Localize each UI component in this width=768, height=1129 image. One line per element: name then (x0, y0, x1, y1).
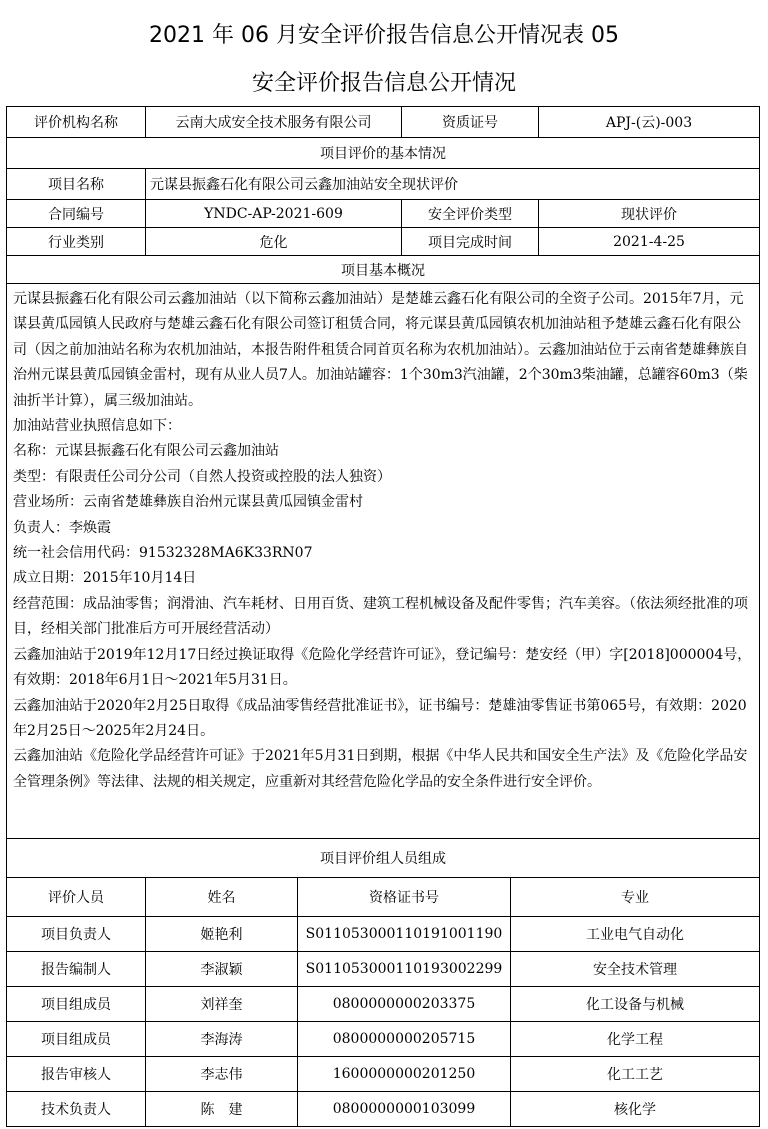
team-header-major: 专业 (511, 878, 760, 917)
member-name: 李淑颖 (146, 952, 298, 987)
member-cert: 0800000000103099 (298, 1092, 511, 1127)
cert-label: 资质证号 (402, 107, 539, 138)
team-header-role: 评价人员 (7, 878, 146, 917)
overview-paragraph: 统一社会信用代码：91532328MA6K33RN07 (13, 545, 313, 562)
project-name-label: 项目名称 (7, 169, 146, 200)
overview-section-header: 项目基本概况 (7, 256, 760, 284)
member-cert: 0800000000203375 (298, 987, 511, 1022)
member-role: 项目负责人 (7, 917, 146, 952)
table-row (7, 1022, 760, 1057)
industry-value: 危化 (146, 228, 402, 256)
team-header-name: 姓名 (146, 878, 298, 917)
finish-time-label: 项目完成时间 (402, 228, 539, 256)
overview-text (7, 284, 760, 839)
member-cert: 1600000000201250 (298, 1057, 511, 1092)
industry-label: 行业类别 (7, 228, 146, 256)
member-role: 技术负责人 (7, 1092, 146, 1127)
member-name: 刘祥奎 (146, 987, 298, 1022)
member-major: 化学工程 (511, 1022, 760, 1057)
project-name-value: 元谋县振鑫石化有限公司云鑫加油站安全现状评价 (146, 169, 760, 200)
member-name: 李海涛 (146, 1022, 298, 1057)
contract-label: 合同编号 (7, 200, 146, 228)
overview-paragraph: 云鑫加油站《危险化学品经营许可证》于2021年5月31日到期，根据《中华人民共和国安全生产法》及《危险化学品安全管理条例》等法律、法规的相关规定，应重新对其经营危险化学品的安全条件进行安全评价。 (13, 748, 748, 790)
team-header-cert: 资格证书号 (298, 878, 511, 917)
member-name: 李志伟 (146, 1057, 298, 1092)
team-section-header: 项目评价组人员组成 (7, 839, 760, 878)
member-name: 姬艳利 (146, 917, 298, 952)
member-role: 报告审核人 (7, 1057, 146, 1092)
table-row (7, 1057, 760, 1092)
member-major: 工业电气自动化 (511, 917, 760, 952)
overview-paragraph: 云鑫加油站于2020年2月25日取得《成品油零售经营批准证书》，证书编号：楚雄油零售证书第065号，有效期：2020年2月25日～2025年2月24日。 (13, 697, 747, 739)
overview-paragraph: 成立日期：2015年10月14日 (13, 570, 197, 587)
overview-paragraph: 元谋县振鑫石化有限公司云鑫加油站（以下简称云鑫加油站）是楚雄云鑫石化有限公司的全资子公司。2015年7月，元谋县黄瓜园镇人民政府与楚雄云鑫石化有限公司签订租赁合同，将元谋县黄瓜园镇农机加油站租予楚雄云鑫石化有限公司（因之前加油站名称为农机加油站，本报告附件租赁合同首页名称为农机加油站）。云鑫加油站位于云南省楚雄彝族自治州元谋县黄瓜园镇金雷村，现有从业人员7人。加油站罐容：1个30m3汽油罐，2个30m3柴油罐，总罐容60m3（柴油折半计算），属三级加油站。 (13, 291, 748, 409)
member-major: 化工工艺 (511, 1057, 760, 1092)
cert-value: APJ-(云)-003 (539, 107, 760, 138)
finish-time-value: 2021-4-25 (539, 228, 760, 256)
overview-paragraph: 加油站营业执照信息如下： (13, 418, 181, 435)
contract-value: YNDC-AP-2021-609 (146, 200, 402, 228)
member-role: 项目组成员 (7, 987, 146, 1022)
table-row (7, 1092, 760, 1127)
member-cert: S011053000110193002299 (298, 952, 511, 987)
member-major: 核化学 (511, 1092, 760, 1127)
table-row (7, 917, 760, 952)
member-major: 化工设备与机械 (511, 987, 760, 1022)
overview-paragraph: 经营范围：成品油零售；润滑油、汽车耗材、日用百货、建筑工程机械设备及配件零售；汽车美容。（依法须经批准的项目，经相关部门批准后方可开展经营活动） (13, 595, 748, 638)
overview-paragraph: 名称：元谋县振鑫石化有限公司云鑫加油站 (13, 443, 279, 460)
document-title: 2021 年 06 月安全评价报告信息公开情况表 05 (149, 23, 619, 48)
overview-paragraph: 营业场所：云南省楚雄彝族自治州元谋县黄瓜园镇金雷村 (13, 494, 363, 511)
member-major: 安全技术管理 (511, 952, 760, 987)
document-subtitle: 安全评价报告信息公开情况 (251, 71, 516, 96)
overview-paragraph: 类型：有限责任公司分公司（自然人投资或控股的法人独资） (13, 468, 391, 485)
org-label: 评价机构名称 (7, 107, 146, 138)
member-role: 报告编制人 (7, 952, 146, 987)
member-name: 陈 建 (146, 1092, 298, 1127)
member-cert: 0800000000205715 (298, 1022, 511, 1057)
overview-paragraph: 云鑫加油站于2019年12月17日经过换证取得《危险化学经营许可证》，登记编号：楚安经（甲）字[2018]000004号，有效期：2018年6月1日～2021年5月31日。 (13, 646, 752, 689)
eval-type-label: 安全评价类型 (402, 200, 539, 228)
member-role: 项目组成员 (7, 1022, 146, 1057)
table-row (7, 952, 760, 987)
org-value: 云南大成安全技术服务有限公司 (146, 107, 402, 138)
overview-paragraph: 负责人：李焕霞 (13, 519, 111, 536)
table-row (7, 987, 760, 1022)
member-cert: S011053000110191001190 (298, 917, 511, 952)
eval-type-value: 现状评价 (539, 200, 760, 228)
info-table (6, 106, 760, 1127)
basic-section-header: 项目评价的基本情况 (7, 138, 760, 169)
